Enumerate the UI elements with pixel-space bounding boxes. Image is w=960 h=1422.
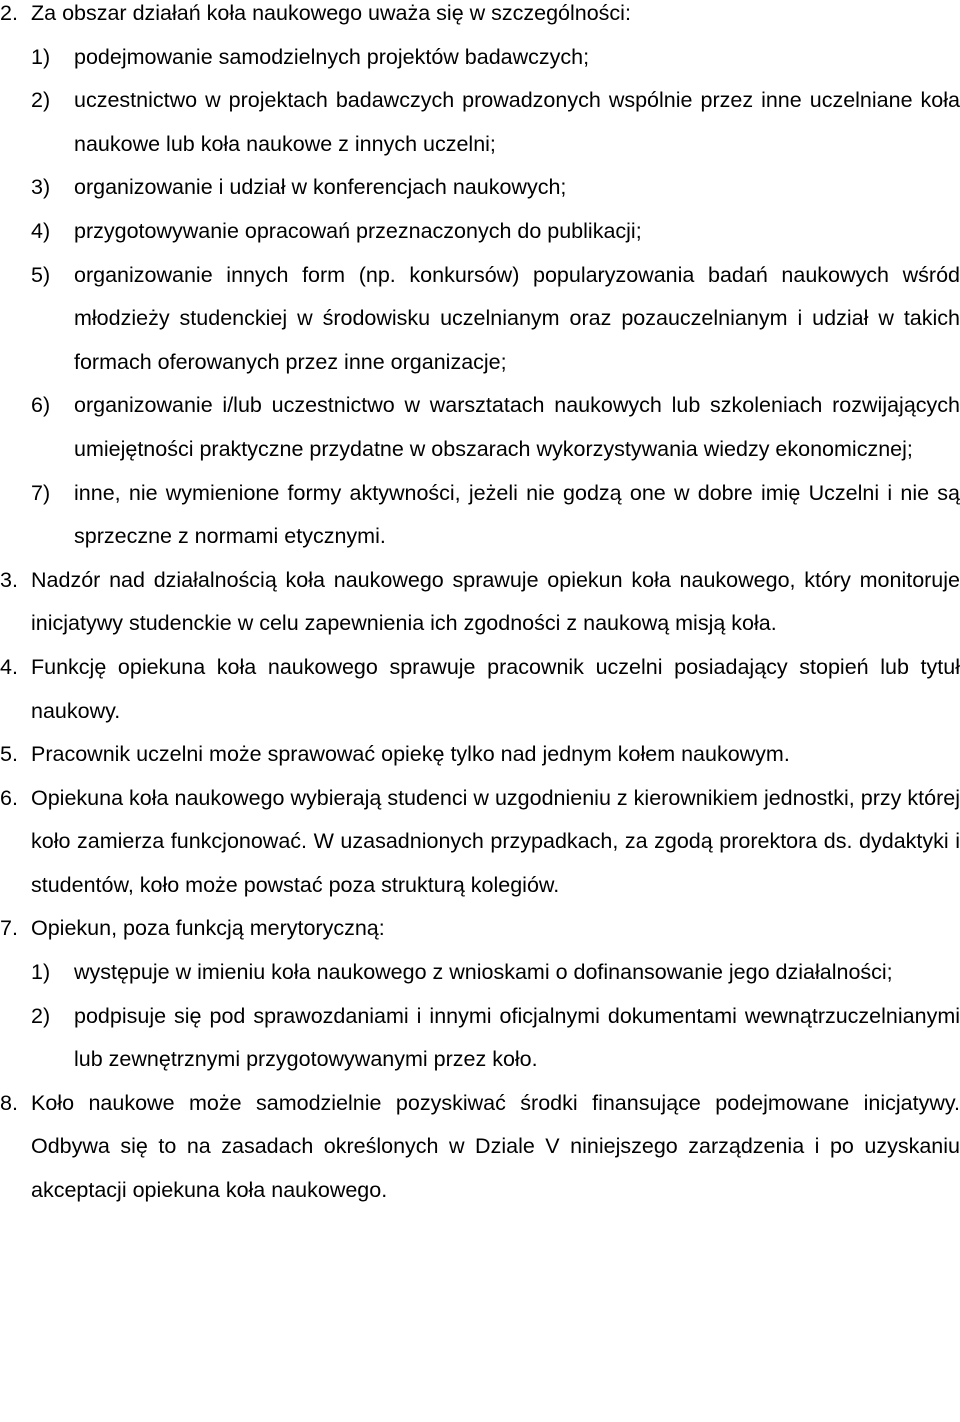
- item-number: 6): [31, 393, 51, 418]
- section-text: Pracownik uczelni może sprawować opiekę tylko nad jednym kołem naukowym.: [31, 742, 790, 767]
- section-2-item-2: [0, 79, 960, 166]
- item-text: podejmowanie samodzielnych projektów badawczych;: [74, 44, 590, 69]
- item-number: 4): [31, 218, 51, 243]
- item-number: 2): [31, 88, 51, 113]
- item-text: organizowanie i udział w konferencjach naukowych;: [74, 175, 567, 200]
- item-number: 3): [31, 175, 51, 200]
- section-number: 7.: [0, 916, 18, 941]
- item-number: 7): [31, 480, 51, 505]
- item-text: organizowanie innych form (np. konkursów) popularyzowania badań naukowych wśród młodzieży studenckiej w środowisku uczelnianym oraz pozauczelnianym i udział w takich formach oferowanych przez inne organizacje;: [74, 262, 960, 374]
- section-7-item-1: [0, 951, 960, 995]
- section-text: Koło naukowe może samodzielnie pozyskiwać środki finansujące podejmowane inicjatywy. Odbywa się to na zasadach określonych w Dziale V niniejszego zarządzenia i po uzyskaniu akceptacji opiekuna koła naukowego.: [31, 1090, 960, 1203]
- section-number: 5.: [0, 742, 18, 767]
- section-4: [0, 646, 960, 733]
- section-2-item-7: [0, 472, 960, 559]
- section-7: [0, 907, 960, 951]
- section-8: [0, 1082, 960, 1213]
- section-text: Za obszar działań koła naukowego uważa się w szczególności:: [31, 1, 631, 25]
- section-number: 8.: [0, 1090, 18, 1115]
- section-text: Opiekun, poza funkcją merytoryczną:: [31, 916, 385, 941]
- section-2-item-6: [0, 384, 960, 471]
- section-text: Opiekuna koła naukowego wybierają studenci w uzgodnieniu z kierownikiem jednostki, przy której koło zamierza funkcjonować. W uzasadnionych przypadkach, za zgodą prorektora ds. dydaktyki i studentów, koło może powstać poza strukturą kolegiów.: [31, 785, 960, 897]
- item-number: 2): [31, 1003, 51, 1028]
- section-3: [0, 559, 960, 646]
- section-number: 4.: [0, 654, 18, 679]
- section-2-item-3: [0, 166, 960, 210]
- item-number: 1): [31, 44, 51, 69]
- section-7-item-2: [0, 995, 960, 1082]
- section-text: Nadzór nad działalnością koła naukowego sprawuje opiekun koła naukowego, który monitoruje inicjatywy studenckie w celu zapewnienia ich zgodności z naukową misją koła.: [31, 567, 960, 636]
- item-text: podpisuje się pod sprawozdaniami i innymi oficjalnymi dokumentami wewnątrzuczelnianymi lub zewnętrznymi przygotowywanymi przez koło.: [74, 1003, 960, 1072]
- item-text: przygotowywanie opracowań przeznaczonych do publikacji;: [74, 218, 642, 243]
- section-2-item-1: [0, 36, 960, 80]
- item-number: 5): [31, 262, 51, 287]
- item-text: inne, nie wymienione formy aktywności, jeżeli nie godzą one w dobre imię Uczelni i nie są sprzeczne z normami etycznymi.: [74, 480, 960, 549]
- section-number: 3.: [0, 567, 18, 592]
- section-number: 2.: [0, 1, 18, 25]
- item-text: organizowanie i/lub uczestnictwo w warsztatach naukowych lub szkoleniach rozwijających umiejętności praktyczne przydatne w obszarach wykorzystywania wiedzy ekonomicznej;: [74, 393, 960, 461]
- section-text: Funkcję opiekuna koła naukowego sprawuje pracownik uczelni posiadający stopień lub tytuł naukowy.: [31, 654, 960, 723]
- section-number: 6.: [0, 785, 18, 810]
- section-2: [0, 0, 960, 36]
- section-2-item-5: [0, 254, 960, 385]
- section-5: [0, 733, 960, 777]
- item-text: uczestnictwo w projektach badawczych prowadzonych wspólnie przez inne uczelniane koła naukowe lub koła naukowe z innych uczelni;: [74, 88, 960, 156]
- section-2-item-4: [0, 210, 960, 254]
- item-number: 1): [31, 960, 51, 985]
- item-text: występuje w imieniu koła naukowego z wnioskami o dofinansowanie jego działalności;: [74, 960, 893, 985]
- section-6: [0, 777, 960, 908]
